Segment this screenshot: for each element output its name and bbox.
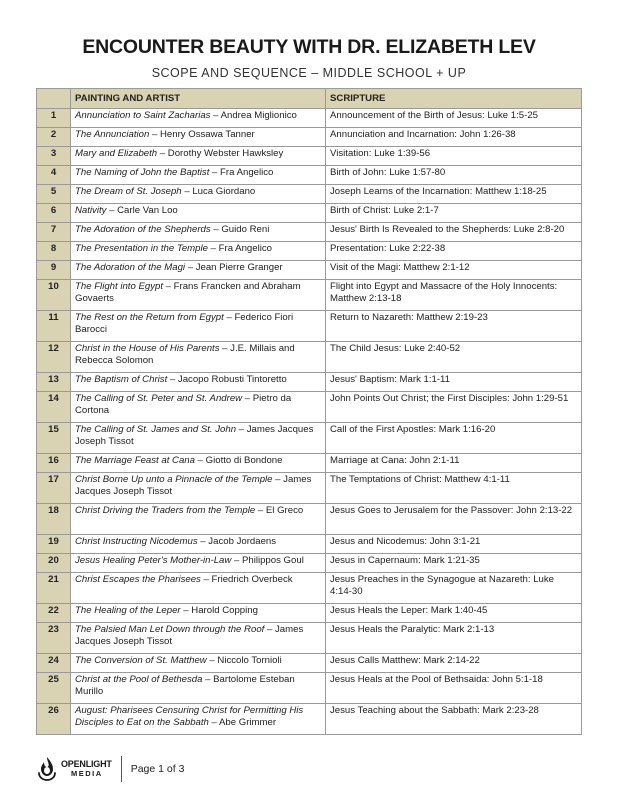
scripture-cell: John Points Out Christ; the First Disciples: John 1:29-51 (326, 392, 582, 423)
table-row (37, 185, 582, 204)
painting-artist-cell (71, 423, 326, 454)
artist-name: – Fra Angelico (209, 167, 274, 178)
painting-artist-cell (71, 673, 326, 704)
painting-title: The Calling of St. James and St. John (75, 424, 237, 435)
table-row (37, 473, 582, 504)
scripture-cell: Annunciation and Incarnation: John 1:26-38 (326, 128, 582, 147)
scripture-cell: The Child Jesus: Luke 2:40-52 (326, 342, 582, 373)
painting-title: The Dream of St. Joseph (75, 186, 182, 197)
table-row (37, 623, 582, 654)
painting-title: August: Pharisees Censuring Christ for Permitting His Disciples to Eat on the Sabbath (75, 705, 304, 728)
table-row (37, 604, 582, 623)
artist-name: – Fra Angelico (207, 243, 272, 254)
artist-name: – Jacopo Robusti Tintoretto (167, 374, 287, 385)
row-number: 4 (37, 166, 71, 185)
painting-artist-cell (71, 623, 326, 654)
painting-title: Christ Borne Up unto a Pinnacle of the Temple (75, 474, 273, 485)
row-number: 9 (37, 261, 71, 280)
artist-name: – Friedrich Overbeck (200, 574, 293, 585)
table-row (37, 242, 582, 261)
table-row (37, 654, 582, 673)
scripture-cell: Jesus Heals the Paralytic: Mark 2:1-13 (326, 623, 582, 654)
painting-title: The Conversion of St. Matthew (75, 655, 207, 666)
row-number: 25 (37, 673, 71, 704)
scripture-cell: Flight into Egypt and Massacre of the Holy Innocents: Matthew 2:13-18 (326, 280, 582, 311)
row-number: 6 (37, 204, 71, 223)
row-number: 26 (37, 704, 71, 735)
scripture-cell: Announcement of the Birth of Jesus: Luke 1:5-25 (326, 109, 582, 128)
table-row (37, 261, 582, 280)
openlight-media-logo (36, 756, 112, 782)
artist-name: – James Jacques Joseph Tissot (75, 424, 314, 447)
scripture-cell: Jesus Heals at the Pool of Bethsaida: John 5:1-18 (326, 673, 582, 704)
artist-name: – Carle Van Loo (106, 205, 178, 216)
artist-name: – Harold Copping (180, 605, 258, 616)
painting-title: The Palsied Man Let Down through the Roof (75, 624, 265, 635)
row-number: 17 (37, 473, 71, 504)
painting-title: Christ in the House of His Parents (75, 343, 220, 354)
painting-artist-cell (71, 185, 326, 204)
header-scripture: SCRIPTURE (326, 89, 582, 109)
scripture-cell: Jesus in Capernaum: Mark 1:21-35 (326, 554, 582, 573)
scripture-cell: Marriage at Cana: John 2:1-11 (326, 454, 582, 473)
painting-title: Christ Escapes the Pharisees (75, 574, 201, 585)
painting-title: The Flight into Egypt (75, 281, 163, 292)
painting-artist-cell (71, 473, 326, 504)
painting-title: The Annunciation (75, 129, 150, 140)
scripture-cell: The Temptations of Christ: Matthew 4:1-11 (326, 473, 582, 504)
painting-artist-cell (71, 311, 326, 342)
table-row (37, 373, 582, 392)
table-row (37, 342, 582, 373)
row-number: 21 (37, 573, 71, 604)
scripture-cell: Jesus Heals the Leper: Mark 1:40-45 (326, 604, 582, 623)
table-row (37, 109, 582, 128)
painting-artist-cell (71, 223, 326, 242)
painting-title: Nativity (75, 205, 107, 216)
painting-artist-cell (71, 573, 326, 604)
painting-title: The Marriage Feast at Cana (75, 455, 195, 466)
painting-artist-cell (71, 261, 326, 280)
scripture-cell: Jesus' Birth Is Revealed to the Shepherds: Luke 2:8-20 (326, 223, 582, 242)
painting-artist-cell (71, 342, 326, 373)
row-number: 22 (37, 604, 71, 623)
painting-title: Annunciation to Saint Zacharias (75, 110, 211, 121)
row-number: 3 (37, 147, 71, 166)
scripture-cell: Call of the First Apostles: Mark 1:16-20 (326, 423, 582, 454)
row-number: 15 (37, 423, 71, 454)
scripture-cell: Presentation: Luke 2:22-38 (326, 242, 582, 261)
row-number: 12 (37, 342, 71, 373)
painting-artist-cell (71, 604, 326, 623)
painting-artist-cell (71, 242, 326, 261)
painting-artist-cell (71, 109, 326, 128)
row-number: 19 (37, 535, 71, 554)
painting-title: The Naming of John the Baptist (75, 167, 210, 178)
scripture-cell: Visitation: Luke 1:39-56 (326, 147, 582, 166)
logo-text-bottom: MEDIA (71, 769, 103, 778)
row-number: 5 (37, 185, 71, 204)
painting-title: The Adoration of the Magi (75, 262, 186, 273)
artist-name: – James Jacques Joseph Tissot (75, 624, 304, 647)
table-row (37, 673, 582, 704)
scripture-cell: Jesus' Baptism: Mark 1:1-11 (326, 373, 582, 392)
artist-name: – James Jacques Joseph Tissot (75, 474, 312, 497)
painting-title: Jesus Healing Peter's Mother-in-Law (75, 555, 232, 566)
page-title: ENCOUNTER BEAUTY WITH DR. ELIZABETH LEV (82, 36, 536, 58)
row-number: 13 (37, 373, 71, 392)
painting-title: Mary and Elizabeth (75, 148, 158, 159)
scripture-cell: Return to Nazareth: Matthew 2:19-23 (326, 311, 582, 342)
artist-name: – Henry Ossawa Tanner (149, 129, 255, 140)
table-row (37, 204, 582, 223)
table-row (37, 392, 582, 423)
painting-artist-cell (71, 535, 326, 554)
painting-title: Christ at the Pool of Bethesda (75, 674, 203, 685)
painting-title: The Adoration of the Shepherds (75, 224, 211, 235)
table-row (37, 554, 582, 573)
page-footer (36, 754, 184, 784)
row-number: 1 (37, 109, 71, 128)
scripture-cell: Visit of the Magi: Matthew 2:1-12 (326, 261, 582, 280)
artist-name: – Federico Fiori Barocci (75, 312, 294, 335)
artist-name: – Luca Giordano (181, 186, 256, 197)
table-row (37, 423, 582, 454)
row-number: 23 (37, 623, 71, 654)
table-row (37, 504, 582, 535)
painting-artist-cell (71, 454, 326, 473)
painting-artist-cell (71, 654, 326, 673)
header-painting-artist: PAINTING AND ARTIST (71, 89, 326, 109)
painting-title: The Baptism of Christ (75, 374, 168, 385)
row-number: 24 (37, 654, 71, 673)
artist-name: – Philippos Goul (231, 555, 304, 566)
row-number: 18 (37, 504, 71, 535)
painting-artist-cell (71, 504, 326, 535)
row-number: 8 (37, 242, 71, 261)
artist-name: – J.E. Millais and Rebecca Solomon (75, 343, 295, 366)
row-number: 20 (37, 554, 71, 573)
table-row (37, 704, 582, 735)
table-row (37, 573, 582, 604)
painting-title: Christ Driving the Traders from the Temple (75, 505, 256, 516)
scripture-cell: Joseph Learns of the Incarnation: Matthew 1:18-25 (326, 185, 582, 204)
artist-name: – Guido Reni (210, 224, 270, 235)
artist-name: – Pietro da Cortona (75, 393, 292, 416)
scripture-cell: Jesus and Nicodemus: John 3:1-21 (326, 535, 582, 554)
row-number: 2 (37, 128, 71, 147)
painting-artist-cell (71, 554, 326, 573)
scripture-cell: Jesus Goes to Jerusalem for the Passover: John 2:13-22 (326, 504, 582, 535)
painting-artist-cell (71, 128, 326, 147)
painting-artist-cell (71, 204, 326, 223)
flame-icon (36, 756, 58, 782)
painting-title: Christ Instructing Nicodemus (75, 536, 198, 547)
table-header-row (37, 89, 582, 109)
scope-sequence-table (36, 88, 582, 735)
painting-artist-cell (71, 704, 326, 735)
artist-name: – Niccolo Tornioli (206, 655, 282, 666)
table-row (37, 166, 582, 185)
scripture-cell: Birth of John: Luke 1:57-80 (326, 166, 582, 185)
painting-artist-cell (71, 373, 326, 392)
painting-title: The Calling of St. Peter and St. Andrew (75, 393, 243, 404)
artist-name: – Giotto di Bondone (194, 455, 283, 466)
table-row (37, 280, 582, 311)
painting-artist-cell (71, 147, 326, 166)
scripture-cell: Birth of Christ: Luke 2:1-7 (326, 204, 582, 223)
artist-name: – El Greco (255, 505, 304, 516)
footer-divider (121, 756, 122, 782)
scripture-cell: Jesus Preaches in the Synagogue at Nazareth: Luke 4:14-30 (326, 573, 582, 604)
table-row (37, 147, 582, 166)
artist-name: – Abe Grimmer (208, 716, 277, 728)
row-number: 7 (37, 223, 71, 242)
painting-artist-cell (71, 280, 326, 311)
table-row (37, 311, 582, 342)
logo-text-top: OPENLIGHT (61, 759, 112, 769)
scripture-cell: Jesus Teaching about the Sabbath: Mark 2:23-28 (326, 704, 582, 735)
page-subtitle: SCOPE AND SEQUENCE – MIDDLE SCHOOL + UP (151, 66, 467, 80)
table-row (37, 535, 582, 554)
row-number: 10 (37, 280, 71, 311)
table-row (37, 223, 582, 242)
artist-name: – Jean Pierre Granger (185, 262, 283, 273)
row-number: 14 (37, 392, 71, 423)
artist-name: – Frans Francken and Abraham Govaerts (75, 281, 301, 304)
painting-title: The Healing of the Leper (75, 605, 181, 616)
artist-name: – Dorothy Webster Hawksley (157, 148, 284, 159)
header-number (37, 89, 71, 109)
artist-name: – Andrea Miglionico (210, 110, 297, 121)
page-number: Page 1 of 3 (130, 763, 185, 775)
row-number: 16 (37, 454, 71, 473)
artist-name: – Jacob Jordaens (197, 536, 277, 547)
table-row (37, 128, 582, 147)
painting-artist-cell (71, 392, 326, 423)
scripture-cell: Jesus Calls Matthew: Mark 2:14-22 (326, 654, 582, 673)
painting-artist-cell (71, 166, 326, 185)
artist-name: – Bartolome Esteban Murillo (75, 674, 295, 697)
painting-title: The Rest on the Return from Egypt (75, 312, 224, 323)
table-row (37, 454, 582, 473)
row-number: 11 (37, 311, 71, 342)
painting-title: The Presentation in the Temple (75, 243, 208, 254)
